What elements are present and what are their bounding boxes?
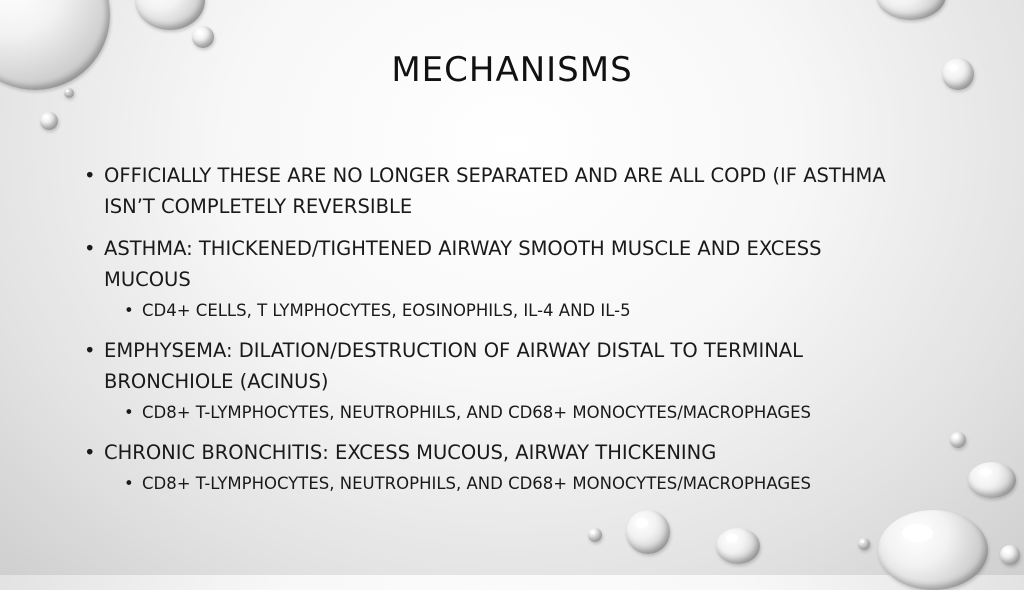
sub-bullet-item: • CD8+ T-LYMPHOCYTES, NEUTROPHILS, AND CD68+ MONOCYTES/MACROPHAGES [84, 470, 914, 498]
water-droplet-decoration [876, 0, 946, 20]
slide-title: MECHANISMS [391, 50, 633, 90]
water-droplet-decoration [878, 510, 988, 590]
water-droplet-decoration [950, 432, 966, 448]
water-droplet-decoration [192, 26, 214, 48]
water-droplet-decoration [135, 0, 205, 30]
bullet-item: • OFFICIALLY THESE ARE NO LONGER SEPARATED AND ARE ALL COPD (IF ASTHMA ISN’T COMPLETELY REVERSIBLE [84, 160, 914, 222]
bullet-item: • EMPHYSEMA: DILATION/DESTRUCTION OF AIRWAY DISTAL TO TERMINAL BRONCHIOLE (ACINUS) [84, 335, 914, 397]
water-droplet-decoration [858, 538, 870, 550]
water-droplet-decoration [716, 528, 760, 564]
bullet-item: • CHRONIC BRONCHITIS: EXCESS MUCOUS, AIRWAY THICKENING [84, 437, 914, 468]
water-droplet-decoration [40, 112, 58, 130]
sub-bullet-item: • CD8+ T-LYMPHOCYTES, NEUTROPHILS, AND CD68+ MONOCYTES/MACROPHAGES [84, 399, 914, 427]
water-droplet-decoration [968, 462, 1016, 498]
water-droplet-decoration [588, 528, 602, 542]
bullet-list [84, 160, 914, 508]
bullet-item: • ASTHMA: THICKENED/TIGHTENED AIRWAY SMOOTH MUSCLE AND EXCESS MUCOUS [84, 233, 914, 295]
water-droplet-decoration [626, 510, 670, 554]
water-droplet-decoration [1000, 545, 1020, 565]
sub-bullet-item: • CD4+ CELLS, T LYMPHOCYTES, EOSINOPHILS, IL-4 AND IL-5 [84, 297, 914, 325]
